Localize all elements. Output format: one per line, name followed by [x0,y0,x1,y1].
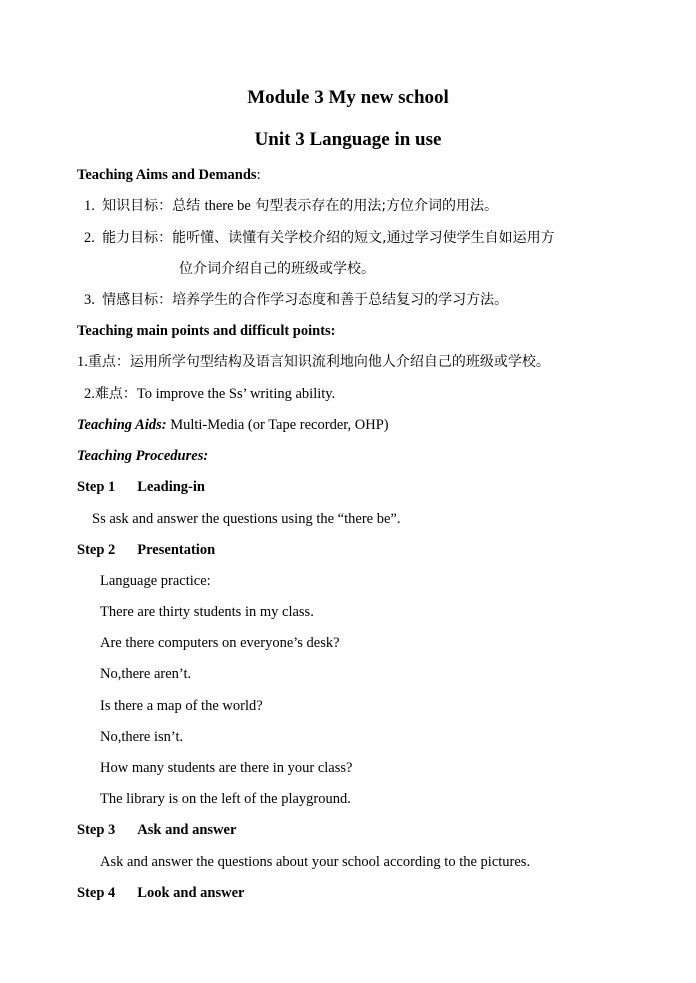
document-subtitle: Unit 3 Language in use [254,129,442,150]
aim-item-3 [84,290,508,310]
step-2-line-8: The library is on the left of the playground. [100,791,351,807]
aim-number: 2. [84,230,95,246]
step-title: Presentation [137,542,216,558]
aim-label: 知识目标： [102,198,173,214]
step-4-heading [77,883,244,903]
step-label: Step 1 [77,479,116,495]
step-3-line-1: Ask and answer the questions about your school according to the pictures. [100,854,531,870]
procedures-heading: Teaching Procedures: [77,448,209,464]
step-3-heading [77,820,236,840]
step-2-line-4: No,there aren’t. [100,666,192,682]
aim-text: 总结 [172,198,205,214]
point-number: 2. [84,386,95,402]
point-text: 运用所学句型结构及语言知识流利地向他人介绍自己的班级或学校。 [129,354,550,370]
aim-number: 1. [84,198,95,214]
step-1-line-1: Ss ask and answer the questions using the “there be”. [92,511,401,527]
aim-label: 能力目标： [102,230,173,246]
aims-heading-line [77,165,261,185]
aim-text: 培养学生的合作学习态度和善于总结复习的学习方法。 [172,292,509,308]
point-label: 难点： [94,386,137,402]
step-title: Look and answer [137,885,245,901]
step-2-line-6: No,there isn’t. [100,729,184,745]
main-point-2 [84,384,335,404]
aim-text-rest: 句型表示存在的用法;方位介词的用法。 [250,198,499,214]
step-label: Step 3 [77,822,116,838]
aims-heading-colon: : [256,167,261,183]
aim-text-latin: there be [204,198,251,214]
step-label: Step 2 [77,542,116,558]
step-2-heading [77,540,215,560]
aims-heading: Teaching Aims and Demands [77,167,257,183]
step-title: Ask and answer [137,822,237,838]
teaching-aids-text: Multi-Media (or Tape recorder, OHP) [166,417,389,433]
step-2-line-7: How many students are there in your class? [100,760,353,776]
aim-text: 能听懂、读懂有关学校介绍的短文,通过学习使学生自如运用方 [172,230,555,246]
point-number: 1. [77,354,88,370]
aim-item-1 [84,196,498,216]
document-title: Module 3 My new school [247,87,449,108]
point-text: To improve the Ss’ writing ability. [136,386,336,402]
step-label: Step 4 [77,885,116,901]
teaching-aids-line [77,415,389,435]
aim-item-2 [84,228,555,248]
aim-number: 3. [84,292,95,308]
aim-item-2-continuation: 位介词介绍自己的班级或学校。 [179,261,375,277]
step-2-line-1: Language practice: [100,573,211,589]
main-points-heading: Teaching main points and difficult points: [77,323,336,339]
step-1-heading [77,477,205,497]
teaching-aids-label: Teaching Aids: [77,417,167,433]
point-label: 重点： [87,354,130,370]
step-2-line-2: There are thirty students in my class. [100,604,314,620]
aim-label: 情感目标： [102,292,173,308]
step-2-line-5: Is there a map of the world? [100,698,263,714]
step-2-line-3: Are there computers on everyone’s desk? [100,635,340,651]
step-title: Leading-in [137,479,205,495]
main-point-1 [77,352,550,372]
